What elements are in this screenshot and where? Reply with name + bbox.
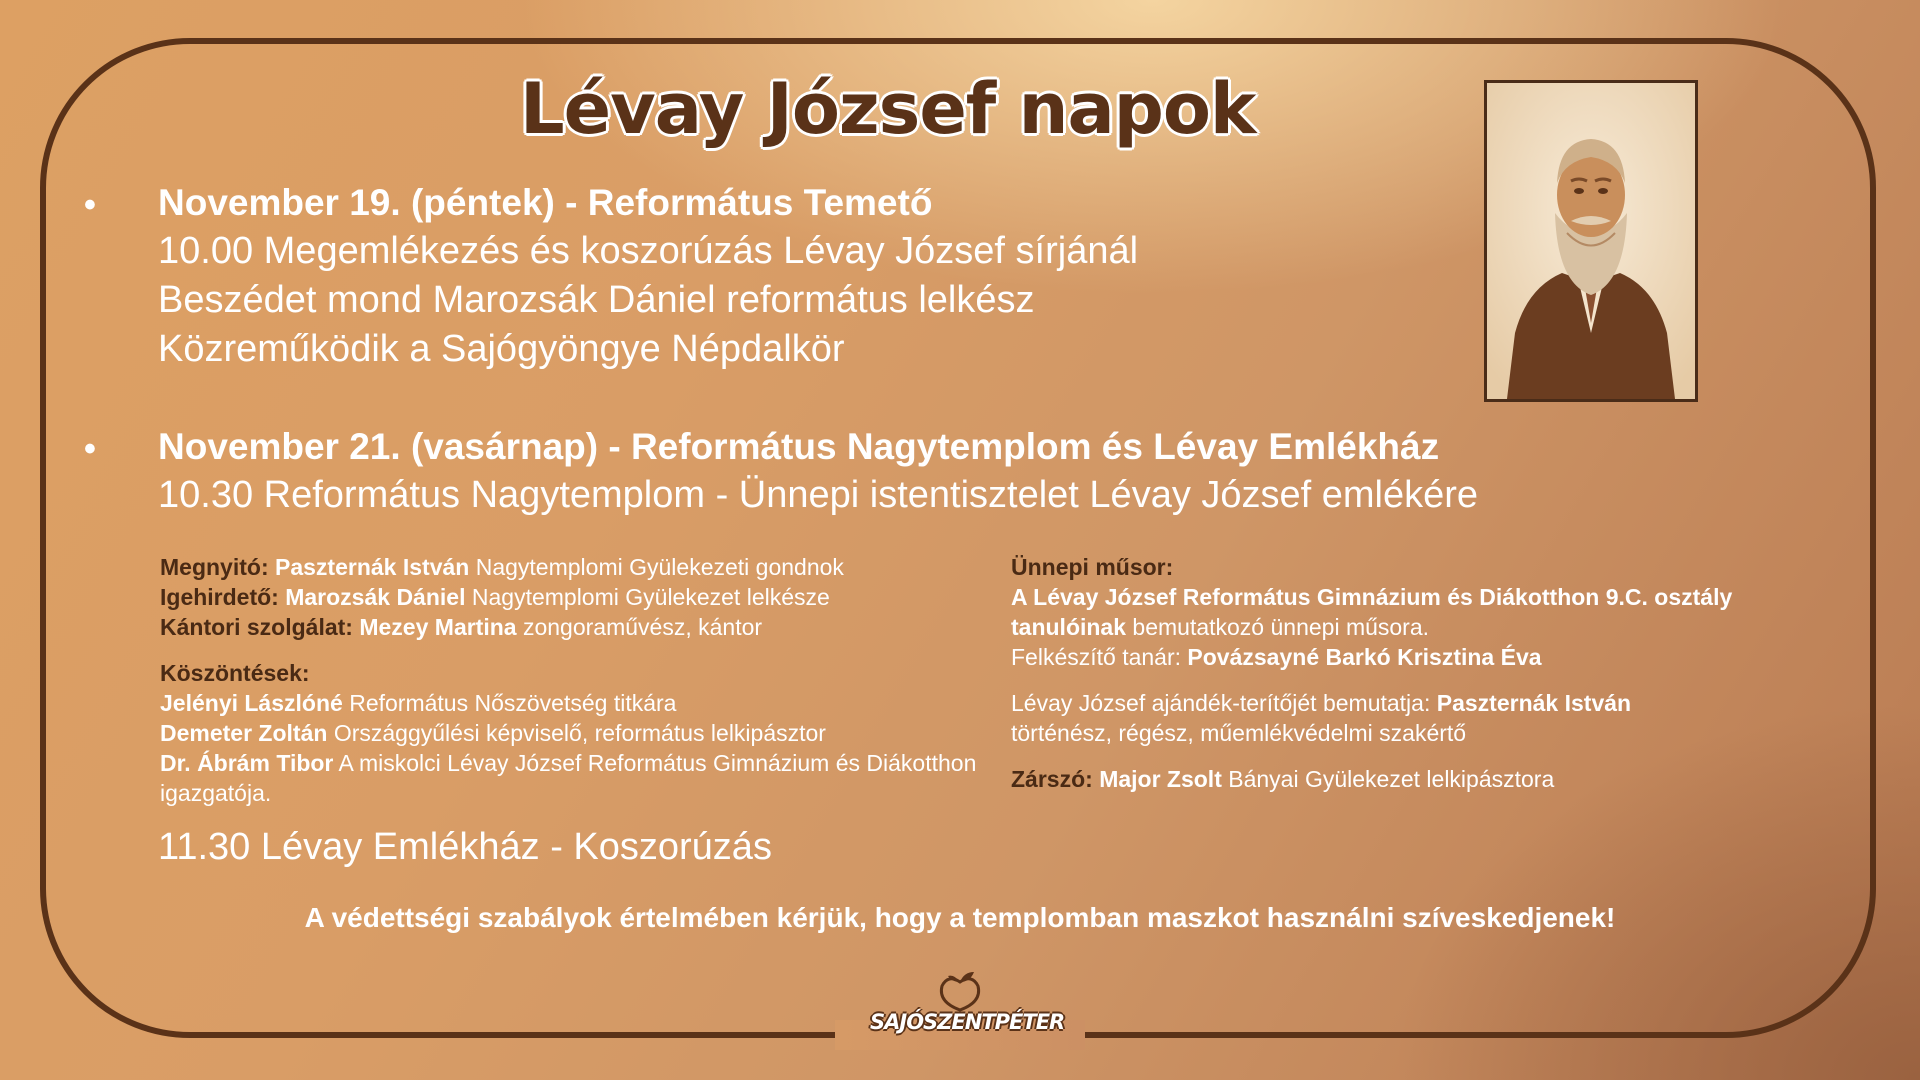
logo-text: SAJÓSZENTPÉTER — [870, 1010, 1065, 1034]
sajoszentpeter-logo — [870, 968, 1065, 1058]
person-role: történész, régész, műemlékvédelmi szakértő — [1011, 720, 1467, 746]
label: Kántori szolgálat: — [160, 614, 353, 640]
person-role: Nagytemplomi Gyülekezeti gondnok — [475, 554, 844, 580]
label: Megnyitó: — [160, 554, 269, 580]
portrait-image — [1484, 80, 1698, 402]
person-role: Nagytemplomi Gyülekezet lelkésze — [471, 584, 830, 610]
section-line: Beszédet mond Marozsák Dániel református lelkész — [158, 279, 1035, 321]
program-left-column — [160, 552, 990, 824]
section-heading: November 19. (péntek) - Református Temető — [158, 182, 933, 223]
performer: A Lévay József Református Gimnázium és Diákotthon 9.C. osztály tanulóinak — [1011, 584, 1733, 640]
mask-notice: A védettségi szabályok értelmében kérjük, hogy a templomban maszkot használni szíveskedjenek! — [304, 902, 1616, 933]
section-heading: November 21. (vasárnap) - Református Nagytemplom és Lévay Emlékház — [158, 426, 1440, 467]
person-name: Marozsák Dániel — [285, 584, 466, 610]
performance: bemutatkozó ünnepi műsora. — [1132, 614, 1430, 640]
person-role: Református Nőszövetség titkára — [349, 690, 677, 716]
bullet-icon: • — [84, 186, 96, 224]
person-role: Bányai Gyülekezet lelkipásztora — [1228, 766, 1555, 792]
section-line: 10.30 Református Nagytemplom - Ünnepi istentisztelet Lévay József emlékére — [158, 474, 1479, 516]
label: Köszöntések: — [160, 660, 310, 686]
person-name: Major Zsolt — [1099, 766, 1222, 792]
bullet-icon: • — [84, 430, 96, 468]
person-name: Paszternák István — [1436, 690, 1632, 716]
person-role: A miskolci Lévay József Református Gimnázium és Diákotthon igazgatója. — [160, 750, 977, 806]
label: Ünnepi műsor: — [1011, 554, 1174, 580]
person-role: zongoraművész, kántor — [522, 614, 763, 640]
label: Lévay József ajándék-terítőjét bemutatja: — [1011, 690, 1431, 716]
label: Felkészítő tanár: — [1011, 644, 1182, 670]
person-name: Mezey Martina — [359, 614, 517, 640]
person-role: Országgyűlési képviselő, református lelkipásztor — [333, 720, 826, 746]
section-line: 10.00 Megemlékezés és koszorúzás Lévay József sírjánál — [158, 230, 1139, 272]
label: Zárszó: — [1011, 766, 1093, 792]
label: Igehirdető: — [160, 584, 279, 610]
wreath-laying-time: 11.30 Lévay Emlékház - Koszorúzás — [158, 826, 772, 868]
section-line: Közreműködik a Sajógyöngye Népdalkör — [158, 328, 845, 370]
page-title: Lévay József napok — [520, 68, 1256, 150]
person-name: Jelényi Lászlóné — [160, 690, 343, 716]
program-right-column — [1011, 552, 1791, 810]
section-november-21 — [158, 422, 1478, 520]
person-name: Dr. Ábrám Tibor — [160, 750, 334, 776]
section-november-19 — [158, 178, 1138, 374]
person-name: Demeter Zoltán — [160, 720, 328, 746]
person-name: Povázsayné Barkó Krisztina Éva — [1187, 644, 1542, 670]
person-name: Paszternák István — [275, 554, 470, 580]
